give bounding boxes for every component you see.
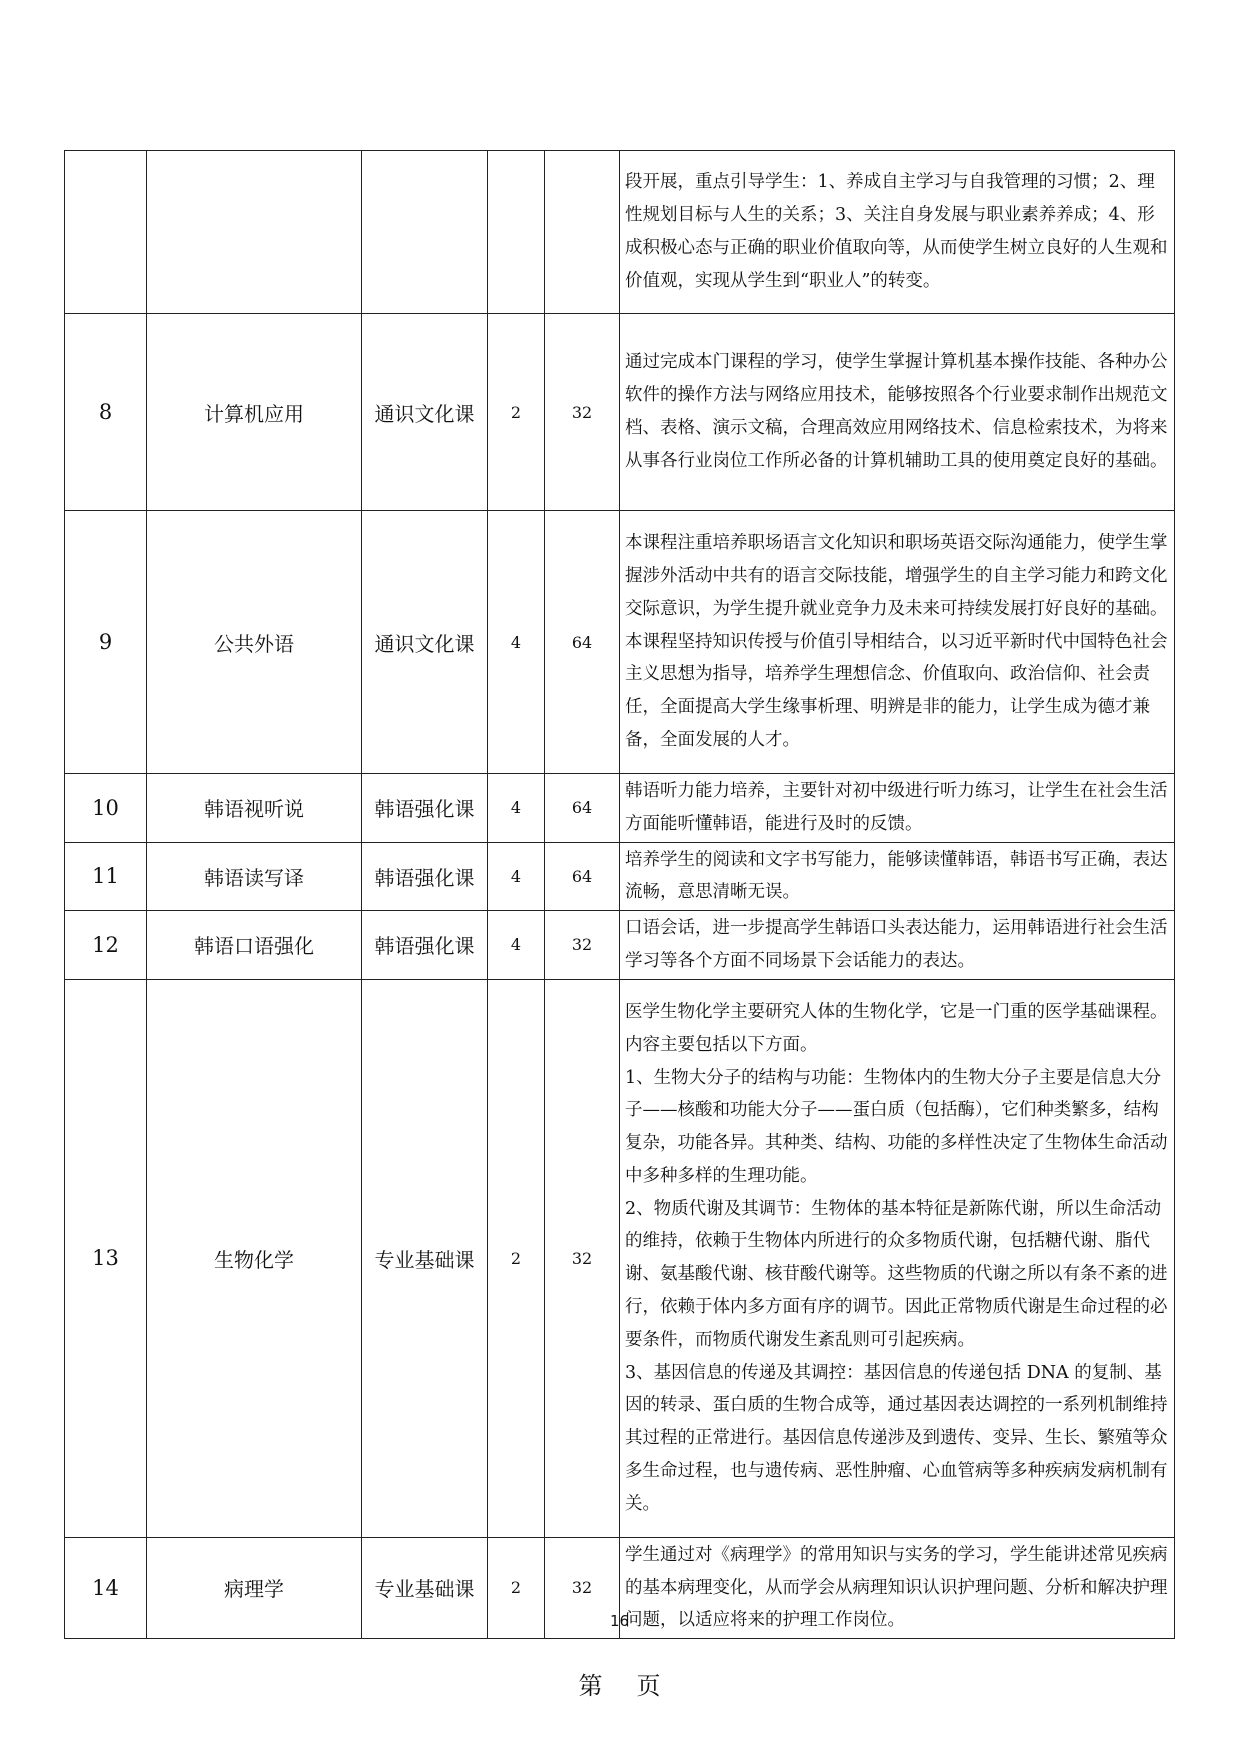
course-no: 9 — [65, 511, 147, 774]
table-row — [65, 774, 1175, 843]
course-desc: 学生通过对《病理学》的常用知识与实务的学习，学生能讲述常见疾病的基本病理变化，从而学会从病理知识认识护理问题、分析和解决护理问题，以适应将来的护理工作岗位。 — [620, 1537, 1175, 1638]
course-desc: 本课程注重培养职场语言文化知识和职场英语交际沟通能力，使学生掌握涉外活动中共有的语言交际技能，增强学生的自主学习能力和跨文化交际意识，为学生提升就业竞争力及未来可持续发展打好良好的基础。本课程坚持知识传授与价值引导相结合，以习近平新时代中国特色社会主义思想为指导，培养学生理想信念、价值取向、政治信仰、社会责任，全面提高大学生缘事析理、明辨是非的能力，让学生成为德才兼备，全面发展的人才。 — [620, 511, 1175, 774]
course-credits: 2 — [488, 314, 545, 511]
course-desc: 培养学生的阅读和文字书写能力，能够读懂韩语，韩语书写正确，表达流畅，意思清晰无误。 — [620, 842, 1175, 911]
table-body — [65, 151, 1175, 1639]
page-number: 16 — [609, 1612, 630, 1630]
course-name: 韩语口语强化 — [147, 911, 362, 980]
footer-left-text: 第 — [578, 1672, 603, 1700]
course-credits: 2 — [488, 1537, 545, 1638]
course-name: 公共外语 — [147, 511, 362, 774]
course-credits — [488, 151, 545, 314]
course-type: 通识文化课 — [362, 511, 488, 774]
course-name — [147, 151, 362, 314]
table-row — [65, 151, 1175, 314]
page-footer — [0, 1666, 1239, 1701]
course-credits: 4 — [488, 511, 545, 774]
course-table — [64, 150, 1175, 1639]
course-desc: 韩语听力能力培养，主要针对初中级进行听力练习，让学生在社会生活方面能听懂韩语，能进行及时的反馈。 — [620, 774, 1175, 843]
course-hours: 64 — [545, 511, 620, 774]
course-credits: 4 — [488, 774, 545, 843]
course-hours — [545, 151, 620, 314]
course-no: 10 — [65, 774, 147, 843]
course-name: 韩语视听说 — [147, 774, 362, 843]
course-type: 韩语强化课 — [362, 842, 488, 911]
course-no: 13 — [65, 979, 147, 1537]
course-no — [65, 151, 147, 314]
course-type: 通识文化课 — [362, 314, 488, 511]
course-desc: 口语会话，进一步提高学生韩语口头表达能力，运用韩语进行社会生活学习等各个方面不同场景下会话能力的表达。 — [620, 911, 1175, 980]
course-hours: 64 — [545, 774, 620, 843]
table-row — [65, 511, 1175, 774]
course-no: 14 — [65, 1537, 147, 1638]
course-name: 计算机应用 — [147, 314, 362, 511]
table-row — [65, 911, 1175, 980]
course-desc: 通过完成本门课程的学习，使学生掌握计算机基本操作技能、各种办公软件的操作方法与网络应用技术，能够按照各个行业要求制作出规范文档、表格、演示文稿，合理高效应用网络技术、信息检索技术，为将来从事各行业岗位工作所必备的计算机辅助工具的使用奠定良好的基础。 — [620, 314, 1175, 511]
course-type: 韩语强化课 — [362, 911, 488, 980]
course-credits: 2 — [488, 979, 545, 1537]
course-no: 12 — [65, 911, 147, 980]
course-type: 韩语强化课 — [362, 774, 488, 843]
course-hours: 64 — [545, 842, 620, 911]
course-no: 11 — [65, 842, 147, 911]
course-desc: 段开展，重点引导学生：1、养成自主学习与自我管理的习惯；2、理性规划目标与人生的关系；3、关注自身发展与职业素养养成；4、形成积极心态与正确的职业价值取向等，从而使学生树立良好的人生观和价值观，实现从学生到“职业人”的转变。 — [620, 151, 1175, 314]
course-desc: 医学生物化学主要研究人体的生物化学，它是一门重的医学基础课程。内容主要包括以下方面。 1、生物大分子的结构与功能：生物体内的生物大分子主要是信息大分子——核酸和功能大分子——蛋白质（包括酶），它们种类繁多，结构复杂，功能各异。其种类、结构、功能的多样性决定了生物体生命活动中多种多样的生理功能。 2、物质代谢及其调节：生物体的基本特征是新陈代谢，所以生命活动的维持，依赖于生物体内所进行的众多物质代谢，包括糖代谢、脂代谢、氨基酸代谢、核苷酸代谢等。这些物质的代谢之所以有条不紊的进行，依赖于体内多方面有序的调节。因此正常物质代谢是生命过程的必要条件，而物质代谢发生紊乱则可引起疾病。 3、基因信息的传递及其调控：基因信息的传递包括 DNA 的复制、基因的转录、蛋白质的生物合成等，通过基因表达调控的一系列机制维持其过程的正常进行。基因信息传递涉及到遗传、变异、生长、繁殖等众多生命过程，也与遗传病、恶性肿瘤、心血管病等多种疾病发病机制有关。 — [620, 979, 1175, 1537]
course-name: 生物化学 — [147, 979, 362, 1537]
table-row — [65, 314, 1175, 511]
course-hours: 32 — [545, 911, 620, 980]
course-name: 韩语读写译 — [147, 842, 362, 911]
course-hours: 32 — [545, 1537, 620, 1638]
course-no: 8 — [65, 314, 147, 511]
course-hours: 32 — [545, 979, 620, 1537]
table-row — [65, 979, 1175, 1537]
table-row — [65, 842, 1175, 911]
course-type — [362, 151, 488, 314]
course-hours: 32 — [545, 314, 620, 511]
course-type: 专业基础课 — [362, 1537, 488, 1638]
course-credits: 4 — [488, 911, 545, 980]
footer-right-text: 页 — [636, 1672, 661, 1700]
course-name: 病理学 — [147, 1537, 362, 1638]
course-type: 专业基础课 — [362, 979, 488, 1537]
course-credits: 4 — [488, 842, 545, 911]
